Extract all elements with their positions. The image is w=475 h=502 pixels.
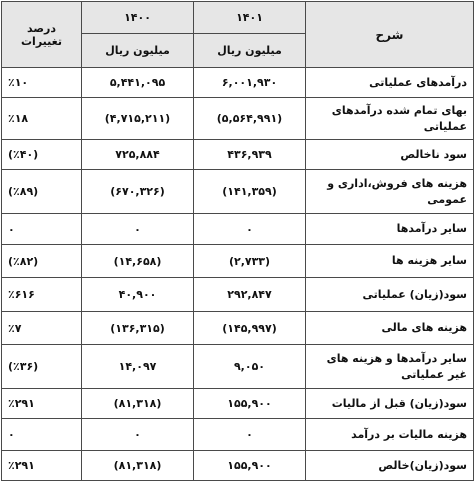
change-percent: ٪۲۹۱: [2, 451, 82, 481]
value-1401: (۱۴۵,۹۹۷): [194, 312, 306, 345]
table-row: [2, 451, 474, 481]
table-row: [2, 312, 474, 345]
value-1400: ۴۰,۹۰۰: [82, 278, 194, 312]
table-row: [2, 419, 474, 451]
change-percent: ٪۱۰: [2, 68, 82, 98]
change-percent: ٪۲۹۱: [2, 389, 82, 419]
row-label: بهای تمام شده درآمدهای عملیاتی: [306, 98, 474, 140]
change-percent: ٪۱۸: [2, 98, 82, 140]
table-row: [2, 345, 474, 389]
value-1401: ۴۳۶,۹۳۹: [194, 140, 306, 170]
table-header: [2, 2, 474, 68]
year-1401-header: ۱۴۰۱: [194, 2, 306, 34]
value-1400: ۱۴,۰۹۷: [82, 345, 194, 389]
value-1401: ۲۹۲,۸۴۷: [194, 278, 306, 312]
row-label: سود(زیان) عملیاتی: [306, 278, 474, 312]
table-row: [2, 245, 474, 278]
table-body: [2, 68, 474, 481]
change-percent: (٪۸۲): [2, 245, 82, 278]
table-row: [2, 170, 474, 214]
row-label: سایر درآمدها و هزینه های غیر عملیاتی: [306, 345, 474, 389]
value-1400: ۷۲۵,۸۸۴: [82, 140, 194, 170]
change-percent: ٪۷: [2, 312, 82, 345]
change-percent: ۰: [2, 419, 82, 451]
change-percent: (٪۴۰): [2, 140, 82, 170]
change-percent: (٪۸۹): [2, 170, 82, 214]
unit-1401-header: میلیون ریال: [194, 34, 306, 68]
value-1400: (۶۷۰,۳۲۶): [82, 170, 194, 214]
row-label: هزینه های مالی: [306, 312, 474, 345]
value-1401: ۶,۰۰۱,۹۳۰: [194, 68, 306, 98]
value-1401: ۰: [194, 419, 306, 451]
value-1400: (۴,۷۱۵,۲۱۱): [82, 98, 194, 140]
table-row: [2, 68, 474, 98]
value-1400: (۸۱,۳۱۸): [82, 389, 194, 419]
value-1400: ۰: [82, 214, 194, 245]
row-label: هزینه مالیات بر درآمد: [306, 419, 474, 451]
change-percent: ۰: [2, 214, 82, 245]
value-1400: ۰: [82, 419, 194, 451]
value-1400: (۸۱,۳۱۸): [82, 451, 194, 481]
row-label: سایر هزینه ها: [306, 245, 474, 278]
row-label: درآمدهای عملیاتی: [306, 68, 474, 98]
value-1401: (۱۴۱,۳۵۹): [194, 170, 306, 214]
description-header: شرح: [306, 2, 474, 68]
value-1401: ۰: [194, 214, 306, 245]
change-header: درصد تغییرات: [2, 2, 82, 68]
table-row: [2, 389, 474, 419]
value-1401: ۹,۰۵۰: [194, 345, 306, 389]
change-percent: ٪۶۱۶: [2, 278, 82, 312]
row-label: سایر درآمدها: [306, 214, 474, 245]
table-row: [2, 140, 474, 170]
row-label: سود(زیان) قبل از مالیات: [306, 389, 474, 419]
row-label: سود(زیان)خالص: [306, 451, 474, 481]
table-row: [2, 98, 474, 140]
value-1401: (۲,۷۳۳): [194, 245, 306, 278]
value-1400: (۱۳۶,۳۱۵): [82, 312, 194, 345]
table-row: [2, 214, 474, 245]
value-1401: ۱۵۵,۹۰۰: [194, 389, 306, 419]
year-1400-header: ۱۴۰۰: [82, 2, 194, 34]
change-percent: (٪۳۶): [2, 345, 82, 389]
value-1401: ۱۵۵,۹۰۰: [194, 451, 306, 481]
row-label: سود ناخالص: [306, 140, 474, 170]
value-1400: (۱۴,۶۵۸): [82, 245, 194, 278]
income-statement-table: [1, 1, 474, 481]
row-label: هزینه های فروش،اداری و عمومی: [306, 170, 474, 214]
unit-1400-header: میلیون ریال: [82, 34, 194, 68]
table-row: [2, 278, 474, 312]
value-1400: ۵,۴۴۱,۰۹۵: [82, 68, 194, 98]
value-1401: (۵,۵۶۴,۹۹۱): [194, 98, 306, 140]
